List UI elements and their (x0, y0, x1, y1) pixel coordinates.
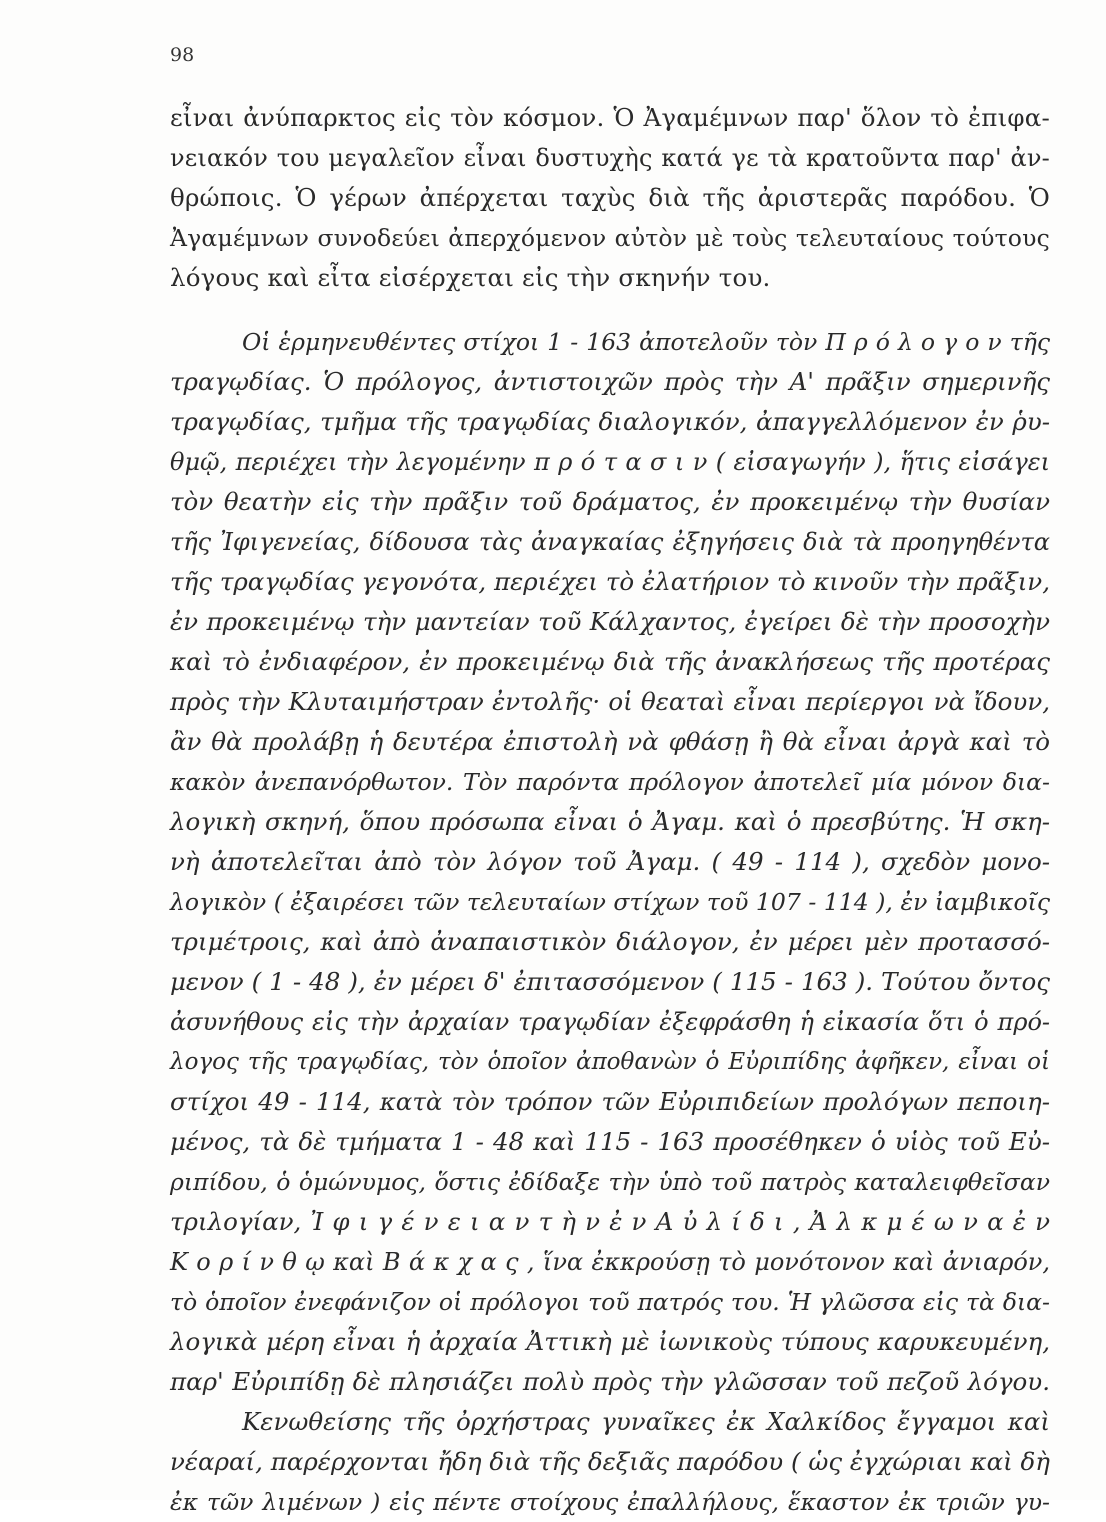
text-line: θρώποις. Ὁ γέρων ἀπέρχεται ταχὺς διὰ τῆς ἀριστερᾶς παρόδου. Ὁ (170, 183, 1050, 212)
text-line: μενον ( 1 - 48 ), ἐν μέρει δ' ἐπιτασσόμενον ( 115 - 163 ). Τούτου ὄντος (170, 967, 1050, 996)
text-line: λογικὰ μέρη εἶναι ἡ ἀρχαία Ἀττικὴ μὲ ἰωνικοὺς τύπους καρυκευμένη, (170, 1327, 1050, 1356)
text-line: λόγους καὶ εἶτα εἰσέρχεται εἰς τὴν σκηνήν του. (170, 263, 771, 292)
text-line: Ἀγαμέμνων συνοδεύει ἀπερχόμενον αὐτὸν μὲ τοὺς τελευταίους τούτους (170, 224, 1050, 252)
text-line: νὴ ἀποτελεῖται ἀπὸ τὸν λόγον τοῦ Ἀγαμ. ( 49 - 114 ), σχεδὸν μονο- (170, 847, 1050, 876)
text-line: εἶναι ἀνύπαρκτος εἰς τὸν κόσμον. Ὁ Ἀγαμέμνων παρ' ὅλον τὸ ἐπιφα- (170, 103, 1050, 132)
text-line: τριμέτροις, καὶ ἀπὸ ἀναπαιστικὸν διάλογον, ἐν μέρει μὲν προτασσό- (170, 927, 1050, 956)
text-line: μένος, τὰ δὲ τμήματα 1 - 48 καὶ 115 - 163 προσέθηκεν ὁ υἱὸς τοῦ Εὐ- (170, 1127, 1050, 1156)
text-line: νέαραί, παρέρχονται ἤδη διὰ τῆς δεξιᾶς παρόδου ( ὡς ἐγχώριαι καὶ δὴ (170, 1447, 1050, 1476)
text-line: τὸν θεατὴν εἰς τὴν πρᾶξιν τοῦ δράματος, ἐν προκειμένῳ τὴν θυσίαν (170, 487, 1050, 516)
text-line: λογος τῆς τραγῳδίας, τὸν ὁποῖον ἀποθανὼν ὁ Εὐριπίδης ἀφῆκεν, εἶναι οἱ (170, 1049, 1050, 1075)
text-line: λογικὸν ( ἐξαιρέσει τῶν τελευταίων στίχων τοῦ 107 - 114 ), ἐν ἰαμβικοῖς (170, 888, 1050, 916)
text-line: Κ ο ρ ί ν θ ῳ καὶ Β ά κ χ α ς , ἵνα ἐκκρούσῃ τὸ μονότονον καὶ ἀνιαρόν, (170, 1248, 1050, 1276)
text-line: στίχοι 49 - 114, κατὰ τὸν τρόπον τῶν Εὐριπιδείων προλόγων πεποιη- (170, 1087, 1050, 1116)
text-line: ἐν προκειμένῳ τὴν μαντείαν τοῦ Κάλχαντος, ἐγείρει δὲ τὴν προσοχὴν (170, 607, 1050, 636)
text-line: τῆς τραγῳδίας γεγονότα, περιέχει τὸ ἐλατήριον τὸ κινοῦν τὴν πρᾶξιν, (170, 567, 1050, 596)
text-line: πρὸς τὴν Κλυταιμήστραν ἐντολῆς· οἱ θεαταὶ εἶναι περίεργοι νὰ ἴδουν, (170, 687, 1050, 716)
text-line: τὸ ὁποῖον ἐνεφάνιζον οἱ πρόλογοι τοῦ πατρός του. Ἡ γλῶσσα εἰς τὰ δια- (170, 1288, 1050, 1316)
text-line: λογικὴ σκηνή, ὅπου πρόσωπα εἶναι ὁ Ἀγαμ. καὶ ὁ πρεσβύτης. Ἡ σκη- (170, 807, 1050, 836)
paragraph-1 (170, 98, 1050, 298)
text-line: νειακόν του μεγαλεῖον εἶναι δυστυχὴς κατά γε τὰ κρατοῦντα παρ' ἀν- (170, 144, 1050, 172)
page-number: 98 (170, 44, 195, 66)
text-line: τραγῳδίας. Ὁ πρόλογος, ἀντιστοιχῶν πρὸς τὴν Α' πρᾶξιν σημερινῆς (170, 367, 1050, 396)
text-line: παρ' Εὐριπίδῃ δὲ πλησιάζει πολὺ πρὸς τὴν γλῶσσαν τοῦ πεζοῦ λόγου. (170, 1367, 1050, 1396)
text-line: τραγῳδίας, τμῆμα τῆς τραγῳδίας διαλογικόν, ἀπαγγελλόμενον ἐν ῥυ- (170, 407, 1050, 436)
text-line: καὶ τὸ ἐνδιαφέρον, ἐν προκειμένῳ διὰ τῆς ἀνακλήσεως τῆς προτέρας (170, 647, 1050, 676)
text-line: ριπίδου, ὁ ὁμώνυμος, ὅστις ἐδίδαξε τὴν ὑπὸ τοῦ πατρὸς καταλειφθεῖσαν (170, 1168, 1050, 1196)
paragraph-2 (170, 322, 1050, 1522)
text-line: Οἱ ἑρμηνευθέντες στίχοι 1 - 163 ἀποτελοῦν τὸν Π ρ ό λ ο γ ο ν τῆς (242, 328, 1050, 356)
text-line: θμῷ, περιέχει τὴν λεγομένην π ρ ό τ α σ ι ν ( εἰσαγωγήν ), ἥτις εἰσάγει (170, 448, 1050, 476)
text-line: ἂν θὰ προλάβῃ ἡ δευτέρα ἐπιστολὴ νὰ φθάσῃ ἢ θὰ εἶναι ἀργὰ καὶ τὸ (170, 727, 1050, 756)
text-line: ἐκ τῶν λιμένων ) εἰς πέντε στοίχους ἐπαλλήλους, ἕκαστον ἐκ τριῶν γυ- (170, 1488, 1050, 1516)
text-line: ἀσυνήθους εἰς τὴν ἀρχαίαν τραγῳδίαν ἐξεφράσθη ἡ εἰκασία ὅτι ὁ πρό- (170, 1008, 1050, 1036)
text-line: κακὸν ἀνεπανόρθωτον. Τὸν παρόντα πρόλογον ἀποτελεῖ μία μόνον δια- (170, 768, 1050, 796)
text-line: τριλογίαν, Ἰ φ ι γ έ ν ε ι α ν τ ὴ ν ἐ ν Α ὐ λ ί δ ι , Ἀ λ κ μ έ ω ν α ἐ ν (170, 1207, 1050, 1236)
text-line: Κενωθείσης τῆς ὀρχήστρας γυναῖκες ἐκ Χαλκίδος ἔγγαμοι καὶ (242, 1407, 1050, 1436)
text-line: τῆς Ἰφιγενείας, δίδουσα τὰς ἀναγκαίας ἐξηγήσεις διὰ τὰ προηγηθέντα (170, 528, 1050, 556)
